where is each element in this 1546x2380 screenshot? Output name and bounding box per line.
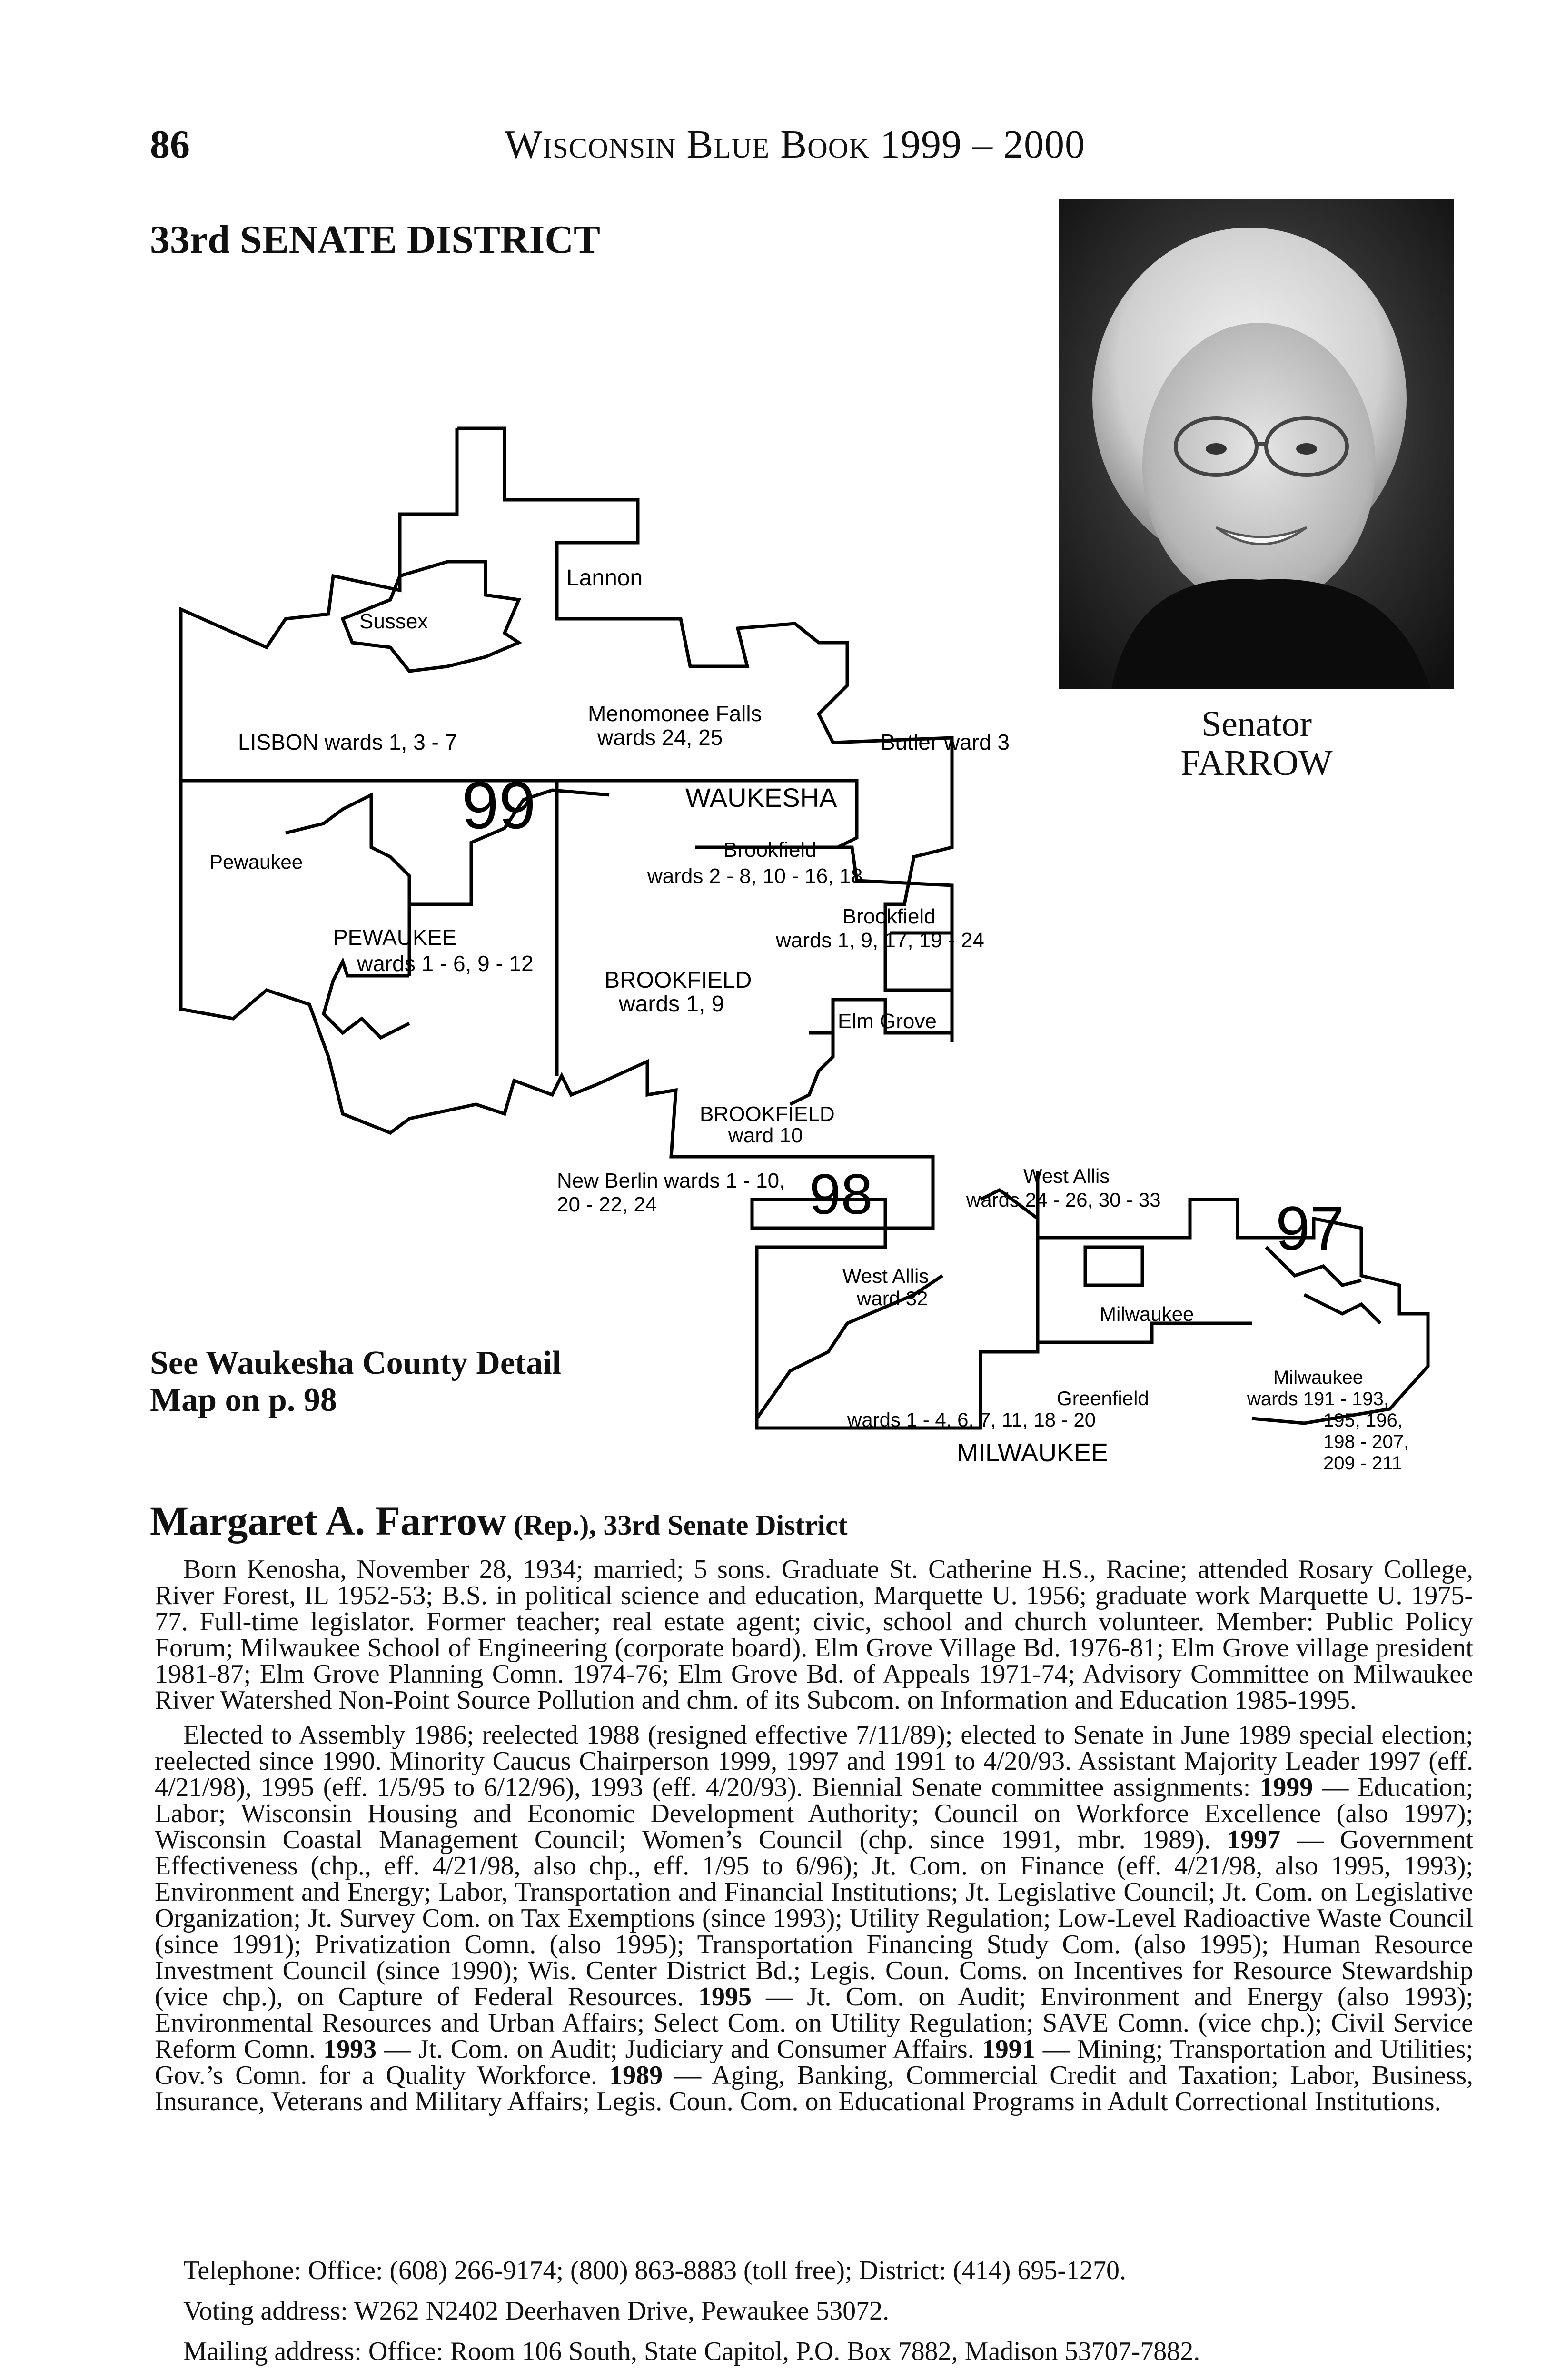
contact-telephone: Telephone: Office: (608) 266-9174; (800) 863-8883 (toll free); District: (414) 695-1270. (183, 2256, 1126, 2285)
map-label-west-allis-32-1: West Allis (842, 1265, 929, 1287)
map-label-milwaukee-wards-4: 198 - 207, (1323, 1431, 1409, 1452)
map-fragment-pewaukee (286, 795, 409, 909)
map-fragment-elm (790, 1033, 833, 1104)
map-label-milwaukee-wards-2: wards 191 - 193, (1247, 1388, 1389, 1409)
map-label-milwaukee-wards-1: Milwaukee (1273, 1367, 1363, 1388)
map-label-milwaukee: Milwaukee (1100, 1303, 1194, 1325)
bio-text: Elected to Assembly 1986; reelected 1988 (resigned effective 7/11/89); elected to Senate in June 1989 special election; reelected since 1990. Minority Caucus Chairperson 1999, 1997 and 1991 to 4/20/93. Assistant Majority Leader 1997 (eff. 4/21/98), 1995 (eff. 1/5/95 to 6/12/96), 1993 (eff. 4/20/93). Biennial Senate committee assignments: (155, 1720, 1473, 1802)
map-label-district-98: 98 (809, 1162, 873, 1226)
bio-year: 1995 (698, 1982, 752, 2012)
map-label-menomonee-1: Menomonee Falls (588, 701, 762, 726)
map-note (150, 1345, 561, 1419)
map-greenfield-box (1085, 1247, 1142, 1285)
map-label-pewaukee-village: Pewaukee (209, 851, 303, 873)
senator-affiliation: (Rep.), 33rd Senate District (506, 1509, 848, 1541)
map-label-brookfield-upper-2: wards 1, 9 (619, 992, 724, 1017)
map-label-lannon: Lannon (566, 565, 643, 591)
map-label-sussex: Sussex (359, 610, 428, 633)
bio-text: — Mining; Transportation and Utilities; Gov.’s Comn. for a Quality Workforce. (155, 2034, 1473, 2090)
bio-text: — Jt. Com. on Audit; Judiciary and Consumer Affairs. (377, 2034, 982, 2064)
caption-title: Senator (1201, 704, 1312, 744)
district-map (143, 419, 1466, 1495)
map-label-brookfield-w10-2: ward 10 (728, 1124, 803, 1147)
map-label-new-berlin-1: New Berlin wards 1 - 10, (557, 1169, 785, 1192)
map-fragment-east-b (1304, 1295, 1380, 1323)
contact-voting-address: Voting address: W262 N2402 Deerhaven Drive, Pewaukee 53072. (183, 2296, 890, 2326)
map-note-line-1: See Waukesha County Detail (150, 1345, 562, 1381)
bio-text: — Education; Labor; Wisconsin Housing and Economic Development Authority; Council on Workforce Excellence (also 1997); Wisconsin Coastal Management Council; Women’s Council (chp. since 1991, mbr. 1989). (155, 1773, 1474, 1854)
map-label-milwaukee-city-wards: wards 1 - 4, 6, 7, 11, 18 - 20 (847, 1408, 1096, 1431)
map-label-brookfield-town-2: wards 2 - 8, 10 - 16, 18 (647, 864, 863, 888)
map-label-butler: Butler ward 3 (881, 730, 1010, 754)
map-label-greenfield: Greenfield (1057, 1387, 1149, 1409)
caption-name: FARROW (1180, 743, 1333, 783)
map-label-milwaukee-city: MILWAUKEE (957, 1438, 1109, 1467)
bio-paragraph-2 (155, 1722, 1473, 2115)
bio-paragraph-1: Born Kenosha, November 28, 1934; married; 5 sons. Graduate St. Catherine H.S., Racine; attended Rosary College, River Forest, IL 1952-53; B.S. in political science and education, Marquette U. 1956; graduate work Marquette U. 1975-77. Full-time legislator. Former teacher; real estate agent; civic, school and church volunteer. Member: Public Policy Forum; Milwaukee School of Engineering (corporate board). Elm Grove Village Bd. 1976-81; Elm Grove village president 1981-87; Elm Grove Planning Comn. 1974-76; Elm Grove Bd. of Appeals 1971-74; Advisory Committee on Milwaukee River Watershed Non-Point Source Pollution and chm. of its Subcom. on Information and Education 1985-1995. (155, 1555, 1473, 1715)
map-label-west-allis-2: wards 24 - 26, 30 - 33 (966, 1189, 1161, 1211)
bio-text: — Aging, Banking, Commercial Credit and Taxation; Labor, Business, Insurance, Veterans and Military Affairs; Legis. Coun. Com. on Educational Programs in Adult Correctional Institutions. (155, 2061, 1473, 2116)
map-label-brookfield-town-1: Brookfield (723, 838, 817, 862)
map-label-west-allis-32-2: ward 32 (857, 1287, 928, 1309)
bio-text: — Jt. Com. on Audit; Environment and Energy (also 1993); Environmental Resources and Urban Affairs; Select Com. on Utility Regulation; SAVE Comn. (vice chp.); Civil Service Reform Comn. (155, 1982, 1473, 2064)
map-label-milwaukee-wards-5: 209 - 211 (1323, 1453, 1403, 1474)
map-label-milwaukee-wards-3: 195, 196, (1323, 1410, 1403, 1431)
map-label-pewaukee-town-1: PEWAUKEE (333, 925, 457, 950)
bio-text: — Government Effectiveness (chp., eff. 4/21/98, also chp., eff. 1/95 to 6/96); Jt. Com. on Finance (eff. 4/21/98, also 1995, 1993); Environment and Energy; Labor, Transportation and Financial Institutions; Jt. Legislative Council; Jt. Com. on Legislative Organization; Jt. Survey Com. on Tax Exemptions (since 1993); Utility Regulation; Low-Level Radioactive Waste Council (since 1991); Privatization Comn. (also 1995); Transportation Financing Study Com. (also 1995); Human Resource Investment Council (since 1990); Wis. Center District Bd.; Legis. Coun. Coms. on Incentives for Resource Stewardship (vice chp.), on Capture of Federal Resources. (155, 1825, 1474, 2012)
map-label-district-97: 97 (1276, 1193, 1345, 1263)
district-title: 33rd SENATE DISTRICT (150, 218, 601, 262)
senator-heading (150, 1497, 848, 1545)
map-label-brookfield-city-2: wards 1, 9, 17, 19 - 24 (776, 929, 984, 952)
contact-mailing-address: Mailing address: Office: Room 106 South, State Capitol, P.O. Box 7882, Madison 53707-7882. (183, 2337, 1200, 2366)
page-number: 86 (150, 122, 190, 167)
map-label-new-berlin-2: 20 - 22, 24 (557, 1193, 657, 1216)
map-label-brookfield-w10-1: BROOKFIELD (700, 1102, 835, 1126)
map-label-brookfield-city-1: Brookfield (842, 905, 936, 928)
map-label-district-99: 99 (462, 768, 536, 843)
district-map-svg (143, 419, 1466, 1495)
map-label-elm-grove: Elm Grove (838, 1010, 937, 1033)
map-note-line-2: Map on p. 98 (150, 1382, 337, 1418)
bio-year: 1991 (981, 2034, 1035, 2064)
running-head: Wisconsin Blue Book 1999 – 2000 (505, 122, 1085, 167)
bio-year: 1989 (609, 2061, 663, 2090)
bio-year: 1993 (323, 2034, 377, 2064)
biography (155, 1557, 1473, 2123)
map-label-brookfield-upper-1: BROOKFIELD (605, 968, 752, 993)
bio-year: 1997 (1227, 1825, 1281, 1854)
map-label-lisbon: LISBON wards 1, 3 - 7 (238, 730, 457, 754)
senator-name: Margaret A. Farrow (150, 1498, 507, 1544)
map-label-waukesha: WAUKESHA (685, 783, 837, 813)
bio-year: 1999 (1259, 1773, 1313, 1802)
map-label-menomonee-2: wards 24, 25 (597, 725, 723, 750)
map-label-pewaukee-town-2: wards 1 - 6, 9 - 12 (357, 951, 534, 976)
map-label-west-allis-1: West Allis (1023, 1165, 1110, 1187)
